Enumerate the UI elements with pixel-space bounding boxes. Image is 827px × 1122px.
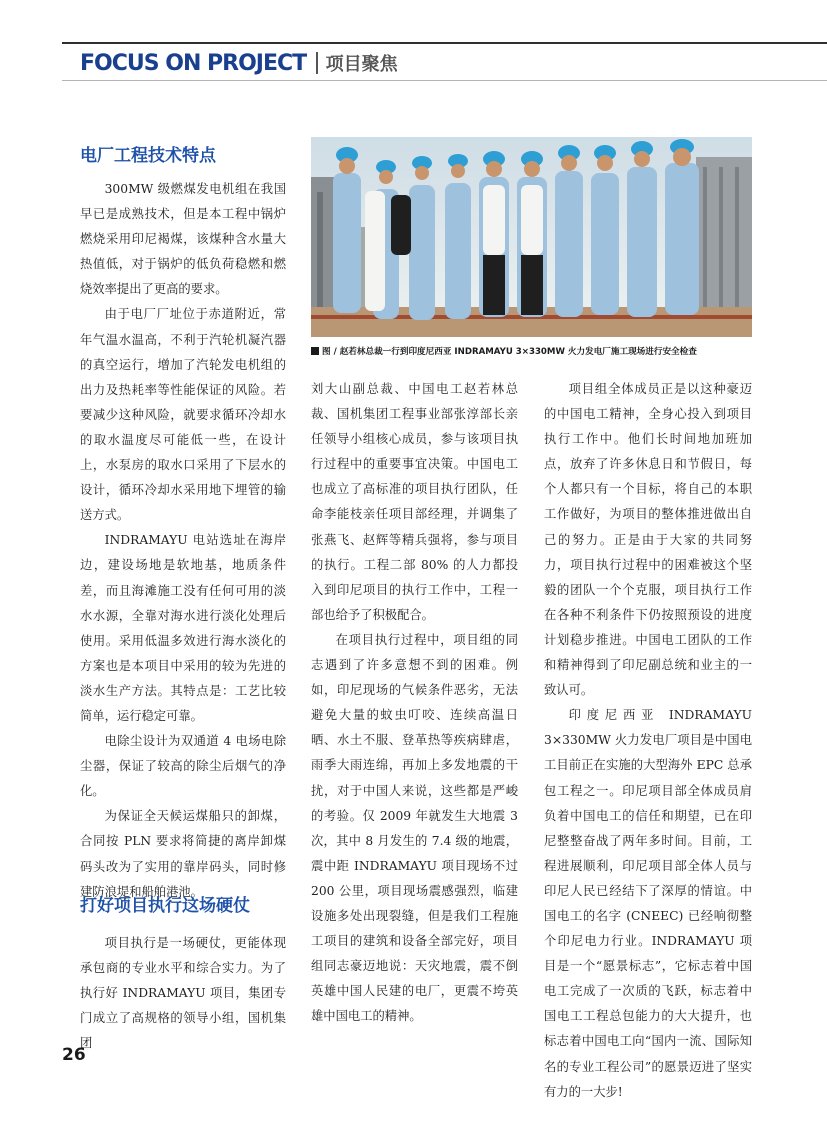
paragraph: 刘大山副总裁、中国电工赵若林总裁、国机集团工程事业部张淳部长亲任领导小组核心成员，参与该项目执行过程中的重要事宜决策。中国电工也成立了高标准的项目执行团队，任命李能枝亲任项目部经理，并调集了张燕飞、赵辉等精兵强将，参与项目的执行。工程二部 80% 的人力都投入到印尼项目的执行工作中，工程一部也给予了积极配合。: [311, 382, 518, 622]
paragraph: 电除尘设计为双通道 4 电场电除尘器，保证了较高的除尘后烟气的净化。: [80, 734, 286, 799]
section-heading-tech: 电厂工程技术特点: [80, 146, 216, 166]
group-photo-illustration: [311, 137, 752, 337]
header-divider: [316, 52, 318, 74]
header-title-en: FOCUS ON PROJECT: [80, 50, 307, 76]
paragraph: 由于电厂厂址位于赤道附近，常年气温水温高，不利于汽轮机凝汽器的真空运行，增加了汽轮发电机组的出力及热耗率等性能保证的风险。若要减少这种风险，就要求循环冷却水的取水温度尽可能低一些，在设计上，水泵房的取水口采用了下层水的设计，循环冷却水采用地下埋管的输送方式。: [80, 307, 286, 523]
section-heading-execution: 打好项目执行这场硬仗: [80, 896, 250, 916]
photo-caption: [311, 345, 761, 357]
paragraph: INDRAMAYU 电站选址在海岸边，建设场地是软地基，地质条件差，而且海滩施工没有任何可用的淡水水源，全靠对海水进行淡化处理后使用。采用低温多效进行海水淡化的方案也是本项目中采用的较为先进的淡水生产方法。其特点是：工艺比较简单，运行稳定可靠。: [80, 533, 286, 723]
header-top-rule: [62, 42, 827, 44]
paragraph: 项目组全体成员正是以这种豪迈的中国电工精神，全身心投入到项目执行工作中。他们长时间地加班加点，放弃了许多休息日和节假日，每个人都只有一个目标，将自己的本职工作做好，为项目的整体推进做出自己的努力。正是由于大家的共同努力，项目执行过程中的困难被这个坚毅的团队一个个克服，项目执行工作在各种不利条件下仍按照预设的进度计划稳步推进。中国电工团队的工作和精神得到了印尼副总统和业主的一致认可。: [544, 382, 752, 698]
page-header: [80, 47, 398, 79]
header-bottom-rule: [62, 80, 827, 81]
header-title-cn: 项目聚焦: [325, 54, 398, 75]
column-3: [544, 377, 752, 1105]
paragraph: 为保证全天候运煤船只的卸煤，合同按 PLN 要求将简捷的离岸卸煤码头改为了实用的靠岸码头，同时修建防浪堤和船舶港池。: [80, 809, 286, 899]
paragraph: 在项目执行过程中，项目组的同志遇到了许多意想不到的困难。例如，印尼现场的气候条件恶劣，无法避免大量的蚊虫叮咬、连续高温日晒、水土不服、登革热等疾病肆虐，雨季大雨连绵，再加上多发地震的干扰，对于中国人来说，这些都是严峻的考验。仅 2009 年就发生大地震 3 次，其中 8 月发生的 7.4 级的地震，震中距 INDRAMAYU 项目现场不过 200 公里，项目现场震感强烈，临建设施多处出现裂缝，但是我们工程施工项目的建筑和设备全部完好，项目组同志豪迈地说：天灾地震，震不倒英雄中国人民建的电厂，更震不垮英雄中国电工的精神。: [311, 632, 518, 1024]
caption-text: 图 / 赵若林总裁一行到印度尼西亚 INDRAMAYU 3×330MW 火力发电厂施工现场进行安全检查: [322, 347, 697, 357]
caption-square-icon: [311, 347, 319, 355]
column-1-continued: [80, 931, 286, 1056]
paragraph: 印度尼西亚 INDRAMAYU 3×330MW 火力发电厂项目是中国电工目前正在实施的大型海外 EPC 总承包工程之一。印尼项目部全体成员肩负着中国电工的信任和期望，已在印尼整整奋战了两年多时间。目前，工程进展顺利，印尼项目部全体人员与印尼人民已经结下了深厚的情谊。中国电工的名字 (CNEEC) 已经响彻整个印尼电力行业。INDRAMAYU 项目是一个“愿景标志”，它标志着中国电工完成了一次质的飞跃，标志着中国电工工程总包能力的大大提升，也标志着中国电工向“国内一流、国际知名的专业工程公司”的愿景迈进了坚实有力的一大步!: [544, 708, 752, 1099]
column-2: [311, 377, 518, 1029]
column-1: [80, 177, 286, 905]
paragraph: 项目执行是一场硬仗，更能体现承包商的专业水平和综合实力。为了执行好 INDRAMAYU 项目，集团专门成立了高规格的领导小组，国机集团: [80, 936, 286, 1051]
page-number: 26: [62, 1045, 86, 1065]
site-visit-photo: [311, 137, 752, 337]
paragraph: 300MW 级燃煤发电机组在我国早已是成熟技术，但是本工程中锅炉燃烧采用印尼褐煤，该煤种含水量大热值低，对于锅炉的低负荷稳燃和燃烧效率提出了更高的要求。: [80, 182, 286, 297]
